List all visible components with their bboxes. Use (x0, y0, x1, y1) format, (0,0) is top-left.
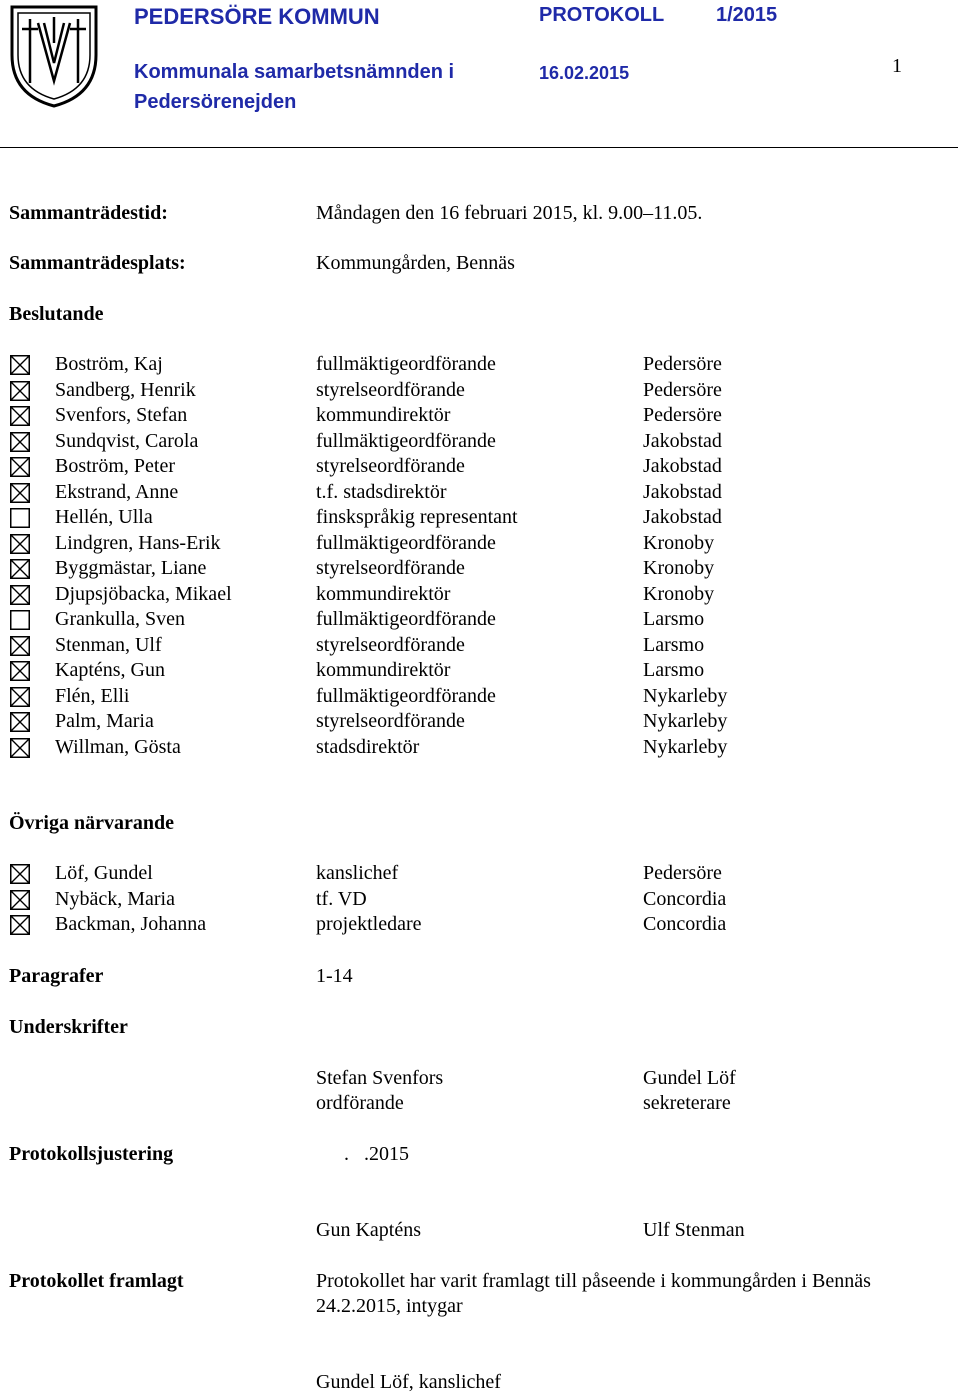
municipality-name: PEDERSÖRE KOMMUN (134, 4, 380, 29)
signer2-name: Gundel Löf (643, 1067, 736, 1089)
attendee-row (0, 454, 960, 479)
document-number: 1/2015 (716, 4, 778, 26)
decision-makers-heading: Beslutande (9, 303, 104, 325)
header-divider (0, 147, 958, 148)
checked-box-icon (10, 483, 30, 503)
attendee-place: Kronoby (643, 557, 715, 579)
paragraphs-value: 1-14 (316, 965, 353, 987)
checked-box-icon (10, 712, 30, 732)
attendee-role: projektledare (316, 913, 422, 935)
attendee-place: Jakobstad (643, 506, 722, 528)
attendee-name: Palm, Maria (55, 710, 154, 732)
attendee-row (0, 684, 960, 709)
attendee-role: fullmäktigeordförande (316, 608, 496, 630)
attendee-name: Nybäck, Maria (55, 887, 175, 910)
adjustment-date: . .2015 (344, 1143, 409, 1165)
attendee-place: Concordia (643, 887, 727, 910)
checked-box-icon (10, 457, 30, 477)
signer2-title: sekreterare (643, 1092, 731, 1114)
checked-box-icon (10, 687, 30, 707)
attendee-name: Willman, Gösta (55, 735, 181, 758)
attendee-role: tf. VD (316, 887, 367, 910)
attendee-row (0, 480, 960, 505)
attendee-name: Lindgren, Hans-Erik (55, 531, 221, 554)
adjuster1-name: Gun Kapténs (316, 1219, 421, 1241)
attendee-place: Larsmo (643, 608, 705, 630)
attendee-name: Sandberg, Henrik (55, 378, 196, 401)
attendee-row (0, 429, 960, 454)
board-name-line1: Kommunala samarbetsnämnden i (134, 61, 455, 83)
attendee-place: Pedersöre (643, 353, 722, 375)
attendee-row (0, 633, 960, 658)
attendee-row (0, 378, 960, 403)
attendee-row (0, 352, 960, 377)
attendee-name: Boström, Kaj (55, 353, 163, 375)
attendee-name: Kapténs, Gun (55, 659, 165, 681)
attendee-row (0, 887, 960, 912)
signer1-title: ordförande (316, 1092, 404, 1114)
checked-box-icon (10, 890, 30, 910)
signer1-name: Stefan Svenfors (316, 1067, 444, 1089)
checked-box-icon (10, 559, 30, 579)
attendee-role: styrelseordförande (316, 378, 465, 401)
checked-box-icon (10, 915, 30, 935)
attendee-row (0, 658, 960, 683)
attendee-role: fullmäktigeordförande (316, 353, 496, 375)
attendee-row (0, 861, 960, 886)
attendee-role: fullmäktigeordförande (316, 429, 496, 452)
meeting-place-value: Kommungården, Bennäs (316, 252, 515, 274)
attendee-place: Nykarleby (643, 735, 728, 758)
checked-box-icon (10, 738, 30, 758)
empty-box-icon (10, 508, 30, 528)
attendee-name: Ekstrand, Anne (55, 480, 179, 503)
attendee-row (0, 709, 960, 734)
attendee-row (0, 607, 960, 632)
published-text-line2: 24.2.2015, intygar (316, 1295, 463, 1317)
attendee-role: kommundirektör (316, 582, 451, 605)
attendee-role: stadsdirektör (316, 735, 420, 758)
attendee-row (0, 505, 960, 530)
attendee-row (0, 556, 960, 581)
attendee-role: kommundirektör (316, 404, 451, 426)
board-name-line2: Pedersörenejden (134, 91, 297, 113)
attendee-role: styrelseordförande (316, 455, 465, 477)
attendee-name: Boström, Peter (55, 455, 175, 477)
published-signer: Gundel Löf, kanslichef (316, 1371, 501, 1393)
meeting-time-value: Måndagen den 16 februari 2015, kl. 9.00–11.05. (316, 202, 703, 224)
attendee-row (0, 735, 960, 760)
attendee-place: Nykarleby (643, 710, 728, 732)
attendee-place: Pedersöre (643, 378, 722, 401)
meeting-place-label: Sammanträdesplats: (9, 252, 186, 274)
checked-box-icon (10, 636, 30, 656)
published-text-line1: Protokollet har varit framlagt till påseende i kommungården i Bennäs (316, 1270, 871, 1292)
attendee-place: Pedersöre (643, 404, 722, 426)
paragraphs-label: Paragrafer (9, 965, 104, 987)
attendee-place: Larsmo (643, 659, 705, 681)
checked-box-icon (10, 661, 30, 681)
attendee-name: Stenman, Ulf (55, 633, 162, 656)
adjuster2-name: Ulf Stenman (643, 1219, 745, 1241)
municipal-crest-icon (8, 3, 100, 109)
attendee-row (0, 912, 960, 937)
attendee-name: Backman, Johanna (55, 913, 207, 935)
attendee-role: t.f. stadsdirektör (316, 480, 447, 503)
document-type: PROTOKOLL (539, 4, 665, 26)
attendee-name: Svenfors, Stefan (55, 404, 188, 426)
meeting-date: 16.02.2015 (539, 63, 630, 83)
attendee-place: Concordia (643, 913, 727, 935)
empty-box-icon (10, 610, 30, 630)
checked-box-icon (10, 864, 30, 884)
published-label: Protokollet framlagt (9, 1270, 184, 1292)
checked-box-icon (10, 406, 30, 426)
attendee-row (0, 531, 960, 556)
attendee-row (0, 582, 960, 607)
checked-box-icon (10, 381, 30, 401)
attendee-place: Jakobstad (643, 429, 722, 452)
attendee-place: Kronoby (643, 531, 715, 554)
attendee-place: Pedersöre (643, 862, 722, 884)
signatures-label: Underskrifter (9, 1016, 128, 1038)
attendee-row (0, 403, 960, 428)
attendee-name: Sundqvist, Carola (55, 429, 199, 452)
attendee-role: kommundirektör (316, 659, 451, 681)
attendee-name: Löf, Gundel (55, 862, 153, 884)
adjustment-label: Protokollsjustering (9, 1143, 174, 1165)
checked-box-icon (10, 355, 30, 375)
attendee-name: Djupsjöbacka, Mikael (55, 582, 232, 605)
attendee-place: Nykarleby (643, 684, 728, 707)
attendee-place: Kronoby (643, 582, 715, 605)
checked-box-icon (10, 585, 30, 605)
others-present-heading: Övriga närvarande (9, 812, 174, 834)
attendee-place: Larsmo (643, 633, 705, 656)
checked-box-icon (10, 432, 30, 452)
attendee-place: Jakobstad (643, 480, 722, 503)
attendee-role: fullmäktigeordförande (316, 531, 496, 554)
attendee-place: Jakobstad (643, 455, 722, 477)
attendee-role: styrelseordförande (316, 710, 465, 732)
attendee-role: fullmäktigeordförande (316, 684, 496, 707)
checked-box-icon (10, 534, 30, 554)
attendee-name: Grankulla, Sven (55, 608, 185, 630)
attendee-name: Flén, Elli (55, 684, 130, 707)
attendee-role: kanslichef (316, 862, 399, 884)
attendee-name: Byggmästar, Liane (55, 557, 207, 579)
attendee-role: styrelseordförande (316, 633, 465, 656)
attendee-role: styrelseordförande (316, 557, 465, 579)
page-number: 1 (892, 55, 902, 77)
attendee-role: finskspråkig representant (316, 506, 518, 528)
meeting-time-label: Sammanträdestid: (9, 202, 168, 224)
attendee-name: Hellén, Ulla (55, 506, 153, 528)
